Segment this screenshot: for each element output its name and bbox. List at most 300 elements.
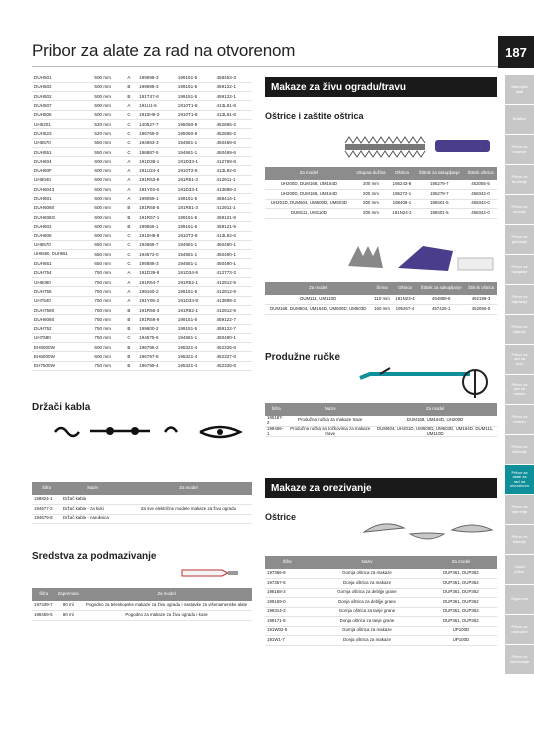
table-cell: 191N24-2	[389, 209, 415, 219]
table-cell: B	[125, 92, 137, 101]
table-cell: DUP361, DUP362	[425, 569, 497, 579]
table-cell: DUP361, DUP362	[425, 579, 497, 589]
category-tab[interactable]: Pribor za rad na drvu	[505, 345, 534, 374]
table-cell: 199600-2	[137, 324, 176, 333]
table-cell: 750 mm	[92, 361, 125, 370]
table-cell: 199151-5	[176, 315, 215, 324]
table-cell: Pogodno za makaze za živu ogradu i kose	[81, 611, 252, 621]
table-cell: 196799-4	[137, 361, 176, 370]
category-tab[interactable]: Pribor za glodanje	[505, 225, 534, 254]
table-row	[265, 588, 497, 598]
table-cell: 195272-1	[389, 190, 415, 200]
table-cell: 750 mm	[92, 296, 125, 305]
table-cell: UH200D, DUM168, UM164D	[265, 180, 353, 190]
table-row	[32, 240, 252, 249]
table-cell: 1910T2-8	[176, 231, 215, 240]
table-row	[32, 119, 252, 128]
table-cell: 194677-2	[32, 505, 61, 515]
table-row	[32, 343, 252, 352]
table-cell: Gornja oštrica za makaze	[309, 626, 425, 636]
table-row	[265, 305, 497, 315]
table-cell: 191N23-4	[393, 295, 418, 305]
table-cell: DUM604, UH201D, UM600D, UM603D, UM164D, DUM111, UM110D	[373, 426, 497, 437]
table-cell: 110 mm	[372, 295, 393, 305]
table-row	[32, 101, 252, 110]
table-row	[32, 157, 252, 166]
column-header: Štitnik oštrica	[464, 167, 497, 180]
table-cell	[125, 514, 252, 524]
table-row	[32, 361, 252, 370]
table-row	[265, 295, 497, 305]
table-cell: 1910H9-2	[137, 110, 176, 119]
table-cell: C	[125, 240, 137, 249]
table-row	[32, 278, 252, 287]
table-cell: C	[125, 138, 137, 147]
table-cell: C	[125, 333, 137, 342]
table-cell: 459121-9	[215, 222, 253, 231]
table-row	[32, 175, 252, 184]
table-cell: B	[125, 361, 137, 370]
table-row	[265, 569, 497, 579]
table-cell: B	[125, 203, 137, 212]
column-header: Za model	[125, 482, 252, 495]
column-header: Naziv	[309, 556, 425, 569]
table-row	[32, 250, 252, 259]
table-cell: 459122-1	[215, 82, 253, 91]
table-cell: 413L92-6	[215, 231, 253, 240]
table-cell: 457426-1	[417, 305, 465, 315]
category-tab[interactable]: Pribor za rezanje	[505, 195, 534, 224]
table-cell: Gornja oštrica za debljje grane	[309, 588, 425, 598]
column-header: Oštrica	[393, 282, 418, 295]
table-cell: UH7540	[32, 296, 92, 305]
table-cell: 458453-3	[215, 73, 253, 82]
table-cell: 196797-8	[137, 352, 176, 361]
table-cell: A	[125, 194, 137, 203]
category-tab[interactable]: Sigurnost	[505, 585, 534, 614]
table-cell: 459122-7	[215, 315, 253, 324]
table-cell: 191R58-9	[137, 315, 176, 324]
table-cell: 1910T1-8	[176, 110, 215, 119]
table-row	[32, 495, 252, 505]
table-cell: 191D33-1	[176, 157, 215, 166]
table-cell: 199151-5	[176, 73, 215, 82]
grass-shear-image	[338, 238, 498, 278]
table-cell: A	[125, 73, 137, 82]
table-cell: Gornja oštrica za makaze	[309, 569, 425, 579]
table-cell: Produžna ručka za makaze trave	[287, 416, 373, 426]
table-cell: 750 mm	[92, 268, 125, 277]
table-cell: Držač kabla	[61, 495, 125, 505]
column-header: Šifra	[265, 403, 287, 416]
table-cell: 191R55-5	[137, 203, 176, 212]
table-cell: B	[125, 212, 137, 221]
table-cell: B	[125, 222, 137, 231]
column-header: Šifra	[32, 482, 61, 495]
table-cell: 452055-5	[465, 305, 497, 315]
table-cell: 198408-1	[389, 199, 415, 209]
category-tabs	[505, 75, 534, 675]
table-cell: 458342-0	[464, 209, 497, 219]
table-cell	[125, 495, 252, 505]
hedge-blade-table	[265, 167, 497, 219]
table-cell: 195050-9	[176, 119, 215, 128]
table-cell: 197366-8	[265, 569, 309, 579]
blade-list-table	[32, 73, 252, 371]
table-cell: 196769-9	[137, 129, 176, 138]
table-cell: 197439-7	[32, 601, 55, 611]
column-header: Zapremina	[55, 588, 81, 601]
column-header: Za model	[265, 167, 353, 180]
category-tab[interactable]: Pribor za brušenje	[505, 165, 534, 194]
table-cell: Produžna ručka sa točkovima za makaze trave	[287, 426, 373, 437]
table-cell: 200 mm	[353, 209, 389, 219]
table-row	[32, 222, 252, 231]
table-cell: 600 mm	[92, 175, 125, 184]
category-tab[interactable]: Bušilice	[505, 105, 534, 134]
table-cell: DUH6060	[32, 315, 92, 324]
table-cell: 198401-5	[415, 199, 464, 209]
table-cell: 194673-0	[137, 250, 176, 259]
table-cell: DUH604	[32, 157, 92, 166]
column-header: Za model	[425, 556, 497, 569]
table-row	[265, 180, 497, 190]
table-cell: 191W1-7	[265, 636, 309, 646]
table-cell: UH200D, DUM168, UM164D	[265, 190, 353, 200]
table-cell: A	[125, 278, 137, 287]
column-header: Šifra	[265, 556, 309, 569]
table-row	[32, 601, 252, 611]
table-cell: 191R57-1	[137, 212, 176, 221]
table-cell: C	[125, 119, 137, 128]
category-tab[interactable]: Pribor za održavanje	[505, 645, 534, 674]
table-cell: 600 mm	[92, 166, 125, 175]
table-cell: 750 mm	[92, 333, 125, 342]
table-cell: 650 mm	[92, 259, 125, 268]
column-header: Naziv	[61, 482, 125, 495]
table-cell: DUH60F	[32, 166, 92, 175]
table-row	[265, 426, 497, 437]
subsection-ostrice: Oštrice	[265, 512, 297, 522]
category-tab[interactable]: Pribor za usisivače	[505, 615, 534, 644]
table-cell: C	[125, 250, 137, 259]
table-cell: DUH755	[32, 287, 92, 296]
table-cell: DUH523	[32, 129, 92, 138]
table-cell: 550 mm	[92, 147, 125, 156]
table-cell: DUM111, UM110D	[265, 209, 353, 219]
table-cell: B	[125, 352, 137, 361]
table-cell: 750 mm	[92, 278, 125, 287]
table-cell: DUH502	[32, 82, 92, 91]
column-header: Štitnik oštrica	[465, 282, 497, 295]
table-row	[32, 203, 252, 212]
category-tab[interactable]: Pribor za rad na metalu	[505, 375, 534, 404]
table-cell: 195321-4	[176, 352, 215, 361]
table-row	[265, 626, 497, 636]
table-cell: 600 mm	[92, 212, 125, 221]
table-cell: 650 mm	[92, 250, 125, 259]
table-cell: 191R52-1	[176, 305, 215, 314]
table-row	[32, 129, 252, 138]
table-cell: 198168-3	[265, 588, 309, 598]
table-row	[265, 617, 497, 627]
table-cell: DUH606	[32, 231, 92, 240]
table-cell: 191R51-3	[176, 175, 215, 184]
table-cell: 194663-3	[137, 138, 176, 147]
table-cell: 458342-0	[464, 190, 497, 200]
table-cell: UH5201	[32, 119, 92, 128]
section-title-orezivanje: Makaze za orezivanje	[265, 478, 497, 498]
table-cell: DUH602	[32, 222, 92, 231]
table-cell: 199151-5	[176, 324, 215, 333]
table-cell: 600 mm	[92, 185, 125, 194]
table-cell: DUH601	[32, 194, 92, 203]
table-row	[32, 505, 252, 515]
table-cell: Donja oštrica za makaze	[309, 579, 425, 589]
table-cell: 191R54-7	[137, 278, 176, 287]
table-cell: 196887-5	[137, 147, 176, 156]
table-row	[32, 324, 252, 333]
table-cell: 413L91-8	[215, 110, 253, 119]
hedge-blade-image	[315, 128, 495, 164]
table-cell: 1910T1-8	[176, 101, 215, 110]
extension-handle-table	[265, 403, 497, 437]
table-cell: 413L91-8	[215, 101, 253, 110]
table-cell: EH6000W	[32, 343, 92, 352]
column-header: Za model	[373, 403, 497, 416]
table-cell: 140527-7	[137, 119, 176, 128]
table-cell: 200 mm	[353, 190, 389, 200]
table-cell: 413L92-6	[215, 166, 253, 175]
table-cell: B	[125, 343, 137, 352]
category-tab[interactable]: Pribor za dlijetanje	[505, 285, 534, 314]
table-row	[265, 598, 497, 608]
table-cell: 191D33-1	[176, 185, 215, 194]
table-cell: 191R56-3	[137, 305, 176, 314]
table-cell: UH6060	[32, 278, 92, 287]
table-row	[265, 579, 497, 589]
table-row	[265, 199, 497, 209]
table-cell: 459121-9	[215, 212, 253, 221]
table-row	[32, 231, 252, 240]
table-cell: 199151-5	[176, 92, 215, 101]
table-cell: 452198-3	[465, 295, 497, 305]
table-cell: 200 mm	[353, 199, 389, 209]
table-cell: 459122-1	[215, 92, 253, 101]
table-cell: C	[125, 110, 137, 119]
category-tab[interactable]: Ostali pribor	[505, 555, 534, 584]
table-cell: 199151-5	[176, 212, 215, 221]
table-cell: 199059-1	[137, 194, 176, 203]
table-cell: 194666-7	[137, 240, 176, 249]
table-cell: 500 mm	[92, 92, 125, 101]
table-cell: 452326-8	[215, 361, 253, 370]
column-header: Štitnik za sakupljanje	[417, 282, 465, 295]
category-tab[interactable]: Pribor za baterije	[505, 525, 534, 554]
table-cell: 500 mm	[92, 101, 125, 110]
table-cell: Donja oštrica za tanje grane	[309, 617, 425, 627]
table-cell: 195050-9	[176, 129, 215, 138]
table-cell: Donja oštrica za debljje grane	[309, 598, 425, 608]
table-cell: 194681-1	[176, 259, 215, 268]
table-cell: Gornja oštrica za tanje grane	[309, 607, 425, 617]
table-cell: 191U1-6	[137, 101, 176, 110]
table-row	[32, 92, 252, 101]
table-cell: 191R53-9	[137, 175, 176, 184]
table-cell: B	[125, 324, 137, 333]
table-cell: 195321-4	[176, 343, 215, 352]
table-cell: 1910H9-8	[137, 231, 176, 240]
table-cell: DUH754	[32, 268, 92, 277]
table-cell: 458414-1	[215, 194, 253, 203]
table-cell: DUH6060	[32, 203, 92, 212]
table-cell: DUH502	[32, 92, 92, 101]
table-cell: 191T47-6	[137, 92, 176, 101]
table-cell: DUH752	[32, 324, 92, 333]
extension-handle-image	[355, 362, 495, 398]
table-cell: 450490-1	[215, 240, 253, 249]
category-tab[interactable]: Pribor za blanjanje	[505, 255, 534, 284]
table-cell: 450490-1	[215, 250, 253, 259]
table-cell: 452055-5	[464, 180, 497, 190]
column-header: Šifra	[32, 588, 55, 601]
table-row	[32, 194, 252, 203]
table-cell: 195321-4	[176, 361, 215, 370]
table-cell: UH6580, DUH651	[32, 250, 92, 259]
table-cell: 459122-7	[215, 324, 253, 333]
table-row	[32, 352, 252, 361]
table-cell: 600 mm	[92, 231, 125, 240]
table-cell: Za sve električne modele makaze za živu ogradu	[125, 505, 252, 515]
section-title-makaze: Makaze za živu ogradu/travu	[265, 77, 497, 97]
table-cell: 195279-7	[415, 180, 464, 190]
table-cell: 458342-0	[464, 199, 497, 209]
cable-holder-table	[32, 482, 252, 524]
table-cell: 199151-5	[176, 82, 215, 91]
table-cell: 196888-3	[137, 259, 176, 268]
table-cell: 195243-8	[389, 180, 415, 190]
table-cell: UH5570	[32, 138, 92, 147]
table-cell: UP100D	[425, 626, 497, 636]
table-cell: A	[125, 268, 137, 277]
table-cell: 191Y05-2	[137, 296, 176, 305]
table-cell: EH7500W	[32, 361, 92, 370]
table-cell: DUH506	[32, 110, 92, 119]
table-cell: 452326-8	[215, 343, 253, 352]
column-header: Za model	[81, 588, 252, 601]
table-cell: 452865-2	[215, 119, 253, 128]
table-cell: 1910T2-8	[176, 166, 215, 175]
table-cell: UH6040	[32, 175, 92, 184]
cable-holders-image	[50, 420, 250, 442]
table-cell: 600 mm	[92, 194, 125, 203]
table-row	[32, 611, 252, 621]
table-cell: A	[125, 157, 137, 166]
table-cell: DUP361, DUP362	[425, 607, 497, 617]
table-cell: 199466-1	[265, 426, 287, 437]
table-cell: 413898-4	[215, 185, 253, 194]
table-row	[32, 82, 252, 91]
table-cell: 197367-6	[265, 579, 309, 589]
table-cell: 191D34-9	[176, 296, 215, 305]
table-cell: 191D38-1	[137, 157, 176, 166]
table-cell: 412912-9	[215, 278, 253, 287]
table-cell: 199556-1	[137, 222, 176, 231]
table-cell: B	[125, 315, 137, 324]
column-header: Oštrica	[389, 167, 415, 180]
table-cell: 199314-3	[265, 607, 309, 617]
table-cell: DUH7580	[32, 305, 92, 314]
table-cell: 452865-2	[215, 129, 253, 138]
table-cell: DUH606G	[32, 212, 92, 221]
category-tab[interactable]: Pribor za piljenje	[505, 315, 534, 344]
table-cell: UH6570	[32, 240, 92, 249]
table-cell: 199151-5	[176, 287, 215, 296]
pruner-blade-table	[265, 556, 497, 646]
table-row	[32, 73, 252, 82]
table-cell: DUP361, DUP362	[425, 617, 497, 627]
table-cell: B	[125, 82, 137, 91]
table-cell: 750 mm	[92, 324, 125, 333]
category-tab[interactable]: Pribor za čišćenje	[505, 435, 534, 464]
table-cell: 195187-2	[265, 416, 287, 426]
category-tab[interactable]: Pribor za mjerenje	[505, 495, 534, 524]
table-cell: 412911-1	[215, 175, 253, 184]
table-cell: Donja oštrica za makaze	[309, 636, 425, 646]
category-tab[interactable]: Pribor za betonu	[505, 405, 534, 434]
table-cell: 500 mm	[92, 73, 125, 82]
category-tab[interactable]: Baterijski alati	[505, 75, 534, 104]
column-header: Ukupna dužina	[353, 167, 389, 180]
table-cell: A	[125, 101, 137, 110]
table-cell: C	[125, 231, 137, 240]
table-cell: 412912-9	[215, 287, 253, 296]
table-row	[265, 190, 497, 200]
table-cell: DUP361, DUP362	[425, 588, 497, 598]
table-cell: UH7580	[32, 333, 92, 342]
table-cell: DUH507	[32, 101, 92, 110]
grass-blade-table	[265, 282, 497, 315]
table-cell: 199151-5	[176, 222, 215, 231]
table-cell: 412912-9	[215, 305, 253, 314]
table-cell: 199151-5	[176, 194, 215, 203]
table-cell: 199459-5	[32, 611, 55, 621]
lubricant-table	[32, 588, 252, 621]
table-cell: 195279-7	[415, 190, 464, 200]
table-cell: C	[125, 259, 137, 268]
table-cell: 199698-3	[137, 73, 176, 82]
table-row	[32, 296, 252, 305]
page-title: Pribor za alate za rad na otvorenom	[32, 41, 296, 60]
section-title-drzaci: Držači kabla	[32, 402, 91, 413]
table-cell: 450469-6	[215, 138, 253, 147]
table-row	[32, 268, 252, 277]
column-header: Širina	[372, 282, 393, 295]
table-cell: 194679-8	[32, 514, 61, 524]
table-cell: 454889-8	[417, 295, 465, 305]
table-row	[265, 636, 497, 646]
table-cell: DUH6043	[32, 185, 92, 194]
table-cell: 600 mm	[92, 203, 125, 212]
category-tab[interactable]: Pribor za bušenje	[505, 135, 534, 164]
category-tab[interactable]: Pribor za alate za rad na otvorenom	[505, 465, 534, 494]
table-cell: 452327-8	[215, 352, 253, 361]
table-cell: B	[125, 305, 137, 314]
subsection-ostrice-zastite: Oštrice i zaštite oštrica	[265, 111, 364, 121]
table-cell: 191R52-1	[176, 278, 215, 287]
table-cell: 194681-1	[176, 250, 215, 259]
table-cell: 194681-1	[176, 333, 215, 342]
